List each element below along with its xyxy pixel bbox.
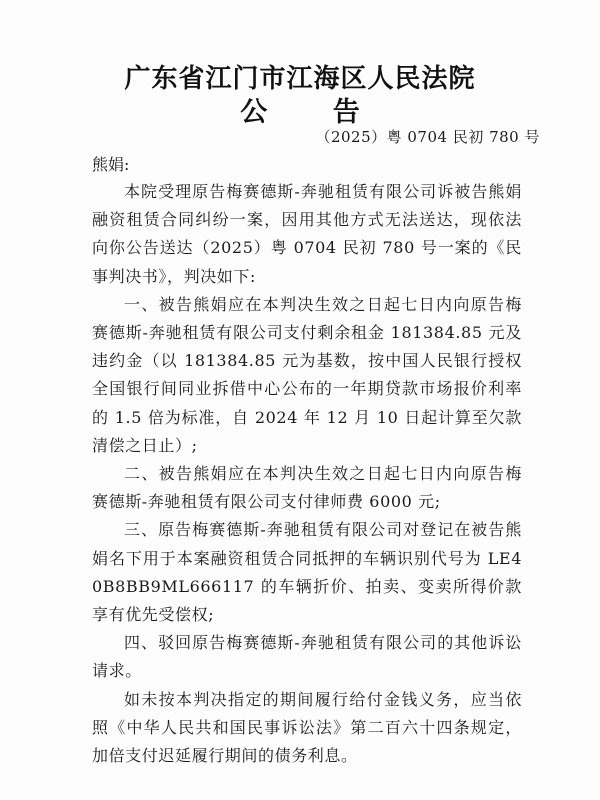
announcement-title: 公 告	[240, 97, 388, 128]
paragraph-ruling-3: 三、原告梅赛德斯-奔驰租赁有限公司对登记在被告熊娟名下用于本案融资租赁合同抵押的车辆识别代号为 LE40B8BB9ML666117 的车辆折价、拍卖、变卖所得价款享有优先受偿权;	[92, 520, 522, 625]
paragraph-ruling-2: 二、被告熊娟应在本判决生效之日起七日内向原告梅赛德斯-奔驰租赁有限公司支付律师费 6000 元;	[92, 464, 522, 512]
paragraph-ruling-4: 四、驳回原告梅赛德斯-奔驰租赁有限公司的其他诉讼请求。	[92, 633, 522, 681]
announcement-body	[92, 178, 522, 770]
paragraph-intro: 本院受理原告梅赛德斯-奔驰租赁有限公司诉被告熊娟融资租赁合同纠纷一案，因用其他方式无法送达，现依法向你公告送达（2025）粤 0704 民初 780 号一案的《民事判决书》，判决如下:	[92, 182, 522, 286]
paragraph-ruling-1: 一、被告熊娟应在本判决生效之日起七日内向原告梅赛德斯-奔驰租赁有限公司支付剩余租金 181384.85 元及违约金（以 181384.85 元为基数，按中国人民银行授权全国银行间同业拆借中心公布的一年期贷款市场报价利率的 1.5 倍为标准，自 2024 年 12 月 10 日起计算至欠款清偿之日止）;	[92, 294, 522, 455]
paragraph-notice: 如未按本判决指定的期间履行给付金钱义务，应当依照《中华人民共和国民事诉讼法》第二百六十四条规定，加倍支付迟延履行期间的债务利息。	[92, 689, 522, 766]
case-number: （2025）粤 0704 民初 780 号	[315, 128, 540, 146]
addressee: 熊娟:	[92, 155, 130, 174]
court-name-heading: 广东省江门市江海区人民法院	[124, 64, 476, 94]
